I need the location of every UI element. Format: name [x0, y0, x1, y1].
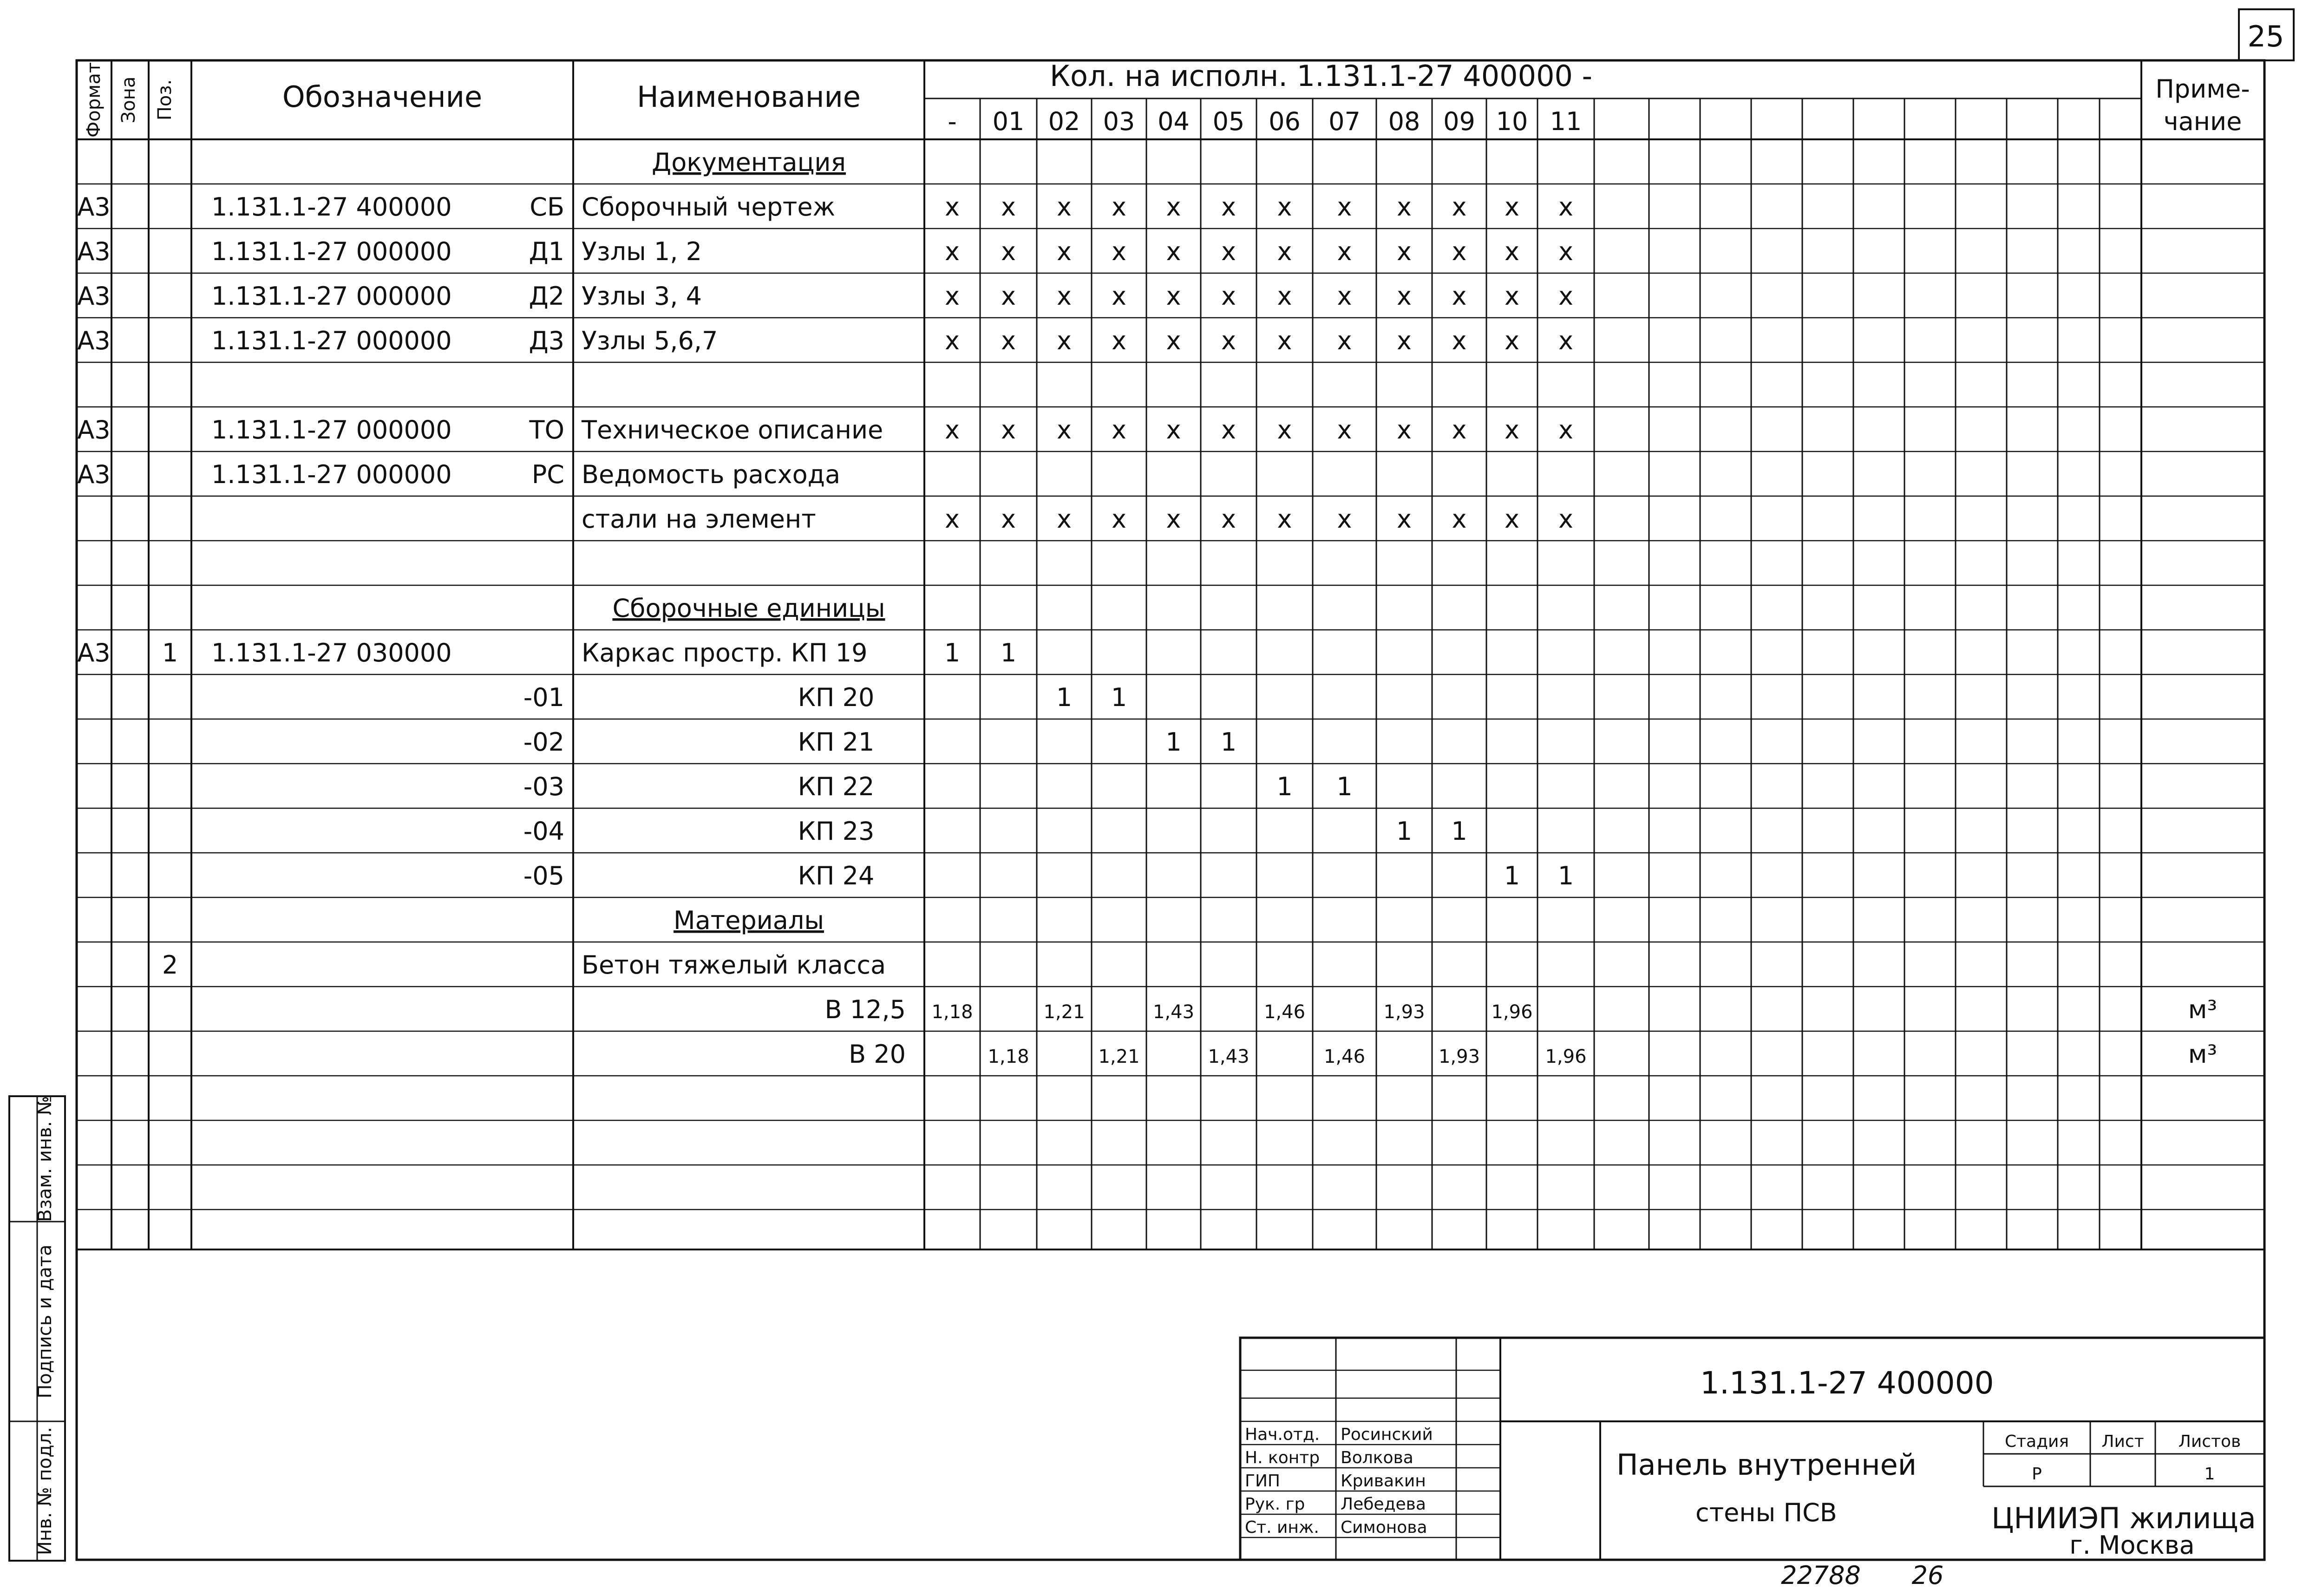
qty-mark: 1,96 — [1491, 1001, 1533, 1023]
row-name: Узлы 1, 2 — [582, 237, 702, 266]
stage-label: Стадия — [2004, 1432, 2069, 1451]
qty-mark: x — [1277, 326, 1292, 355]
row-name: Сборочный чертеж — [582, 192, 836, 222]
qty-mark: x — [1166, 281, 1181, 311]
section-heading: Материалы — [674, 906, 824, 935]
qty-mark: x — [1001, 192, 1016, 222]
header-variant-6: 06 — [1269, 107, 1301, 136]
qty-mark: x — [1505, 415, 1519, 445]
row-format: А3 — [77, 638, 111, 667]
header-variant-0: - — [948, 107, 957, 136]
person-role: Ст. инж. — [1245, 1518, 1319, 1537]
qty-mark: 1,43 — [1208, 1046, 1250, 1067]
qty-mark: 1 — [1111, 683, 1127, 712]
section-heading: Сборочные единицы — [612, 594, 885, 623]
qty-mark: 1,21 — [1043, 1001, 1085, 1023]
footer-number: 22788 — [1781, 1561, 1861, 1590]
qty-mark: 1 — [1000, 638, 1017, 667]
qty-mark: x — [1452, 237, 1467, 266]
qty-mark: x — [1166, 237, 1181, 266]
row-suffix: РС — [531, 460, 564, 489]
section-heading: Документация — [652, 148, 846, 177]
qty-mark: x — [1057, 192, 1072, 222]
qty-mark: 1 — [1165, 727, 1182, 757]
qty-mark: x — [1001, 326, 1016, 355]
row-name: стали на элемент — [582, 504, 816, 534]
qty-mark: x — [1337, 415, 1352, 445]
header-qty-title: Кол. на исполн. 1.131.1-27 400000 - — [1050, 59, 1593, 93]
footer-page: 26 — [1911, 1561, 1944, 1590]
row-code: 1.131.1-27 400000 — [211, 192, 452, 222]
person-name: Волкова — [1341, 1448, 1413, 1467]
qty-mark: x — [1337, 326, 1352, 355]
header-variant-10: 10 — [1496, 107, 1528, 136]
qty-mark: 1 — [1336, 772, 1353, 801]
row-name: Техническое описание — [582, 415, 883, 445]
qty-mark: x — [1277, 192, 1292, 222]
qty-mark: x — [1397, 281, 1412, 311]
row-suffix: -01 — [523, 683, 564, 712]
qty-mark: x — [1166, 415, 1181, 445]
qty-mark: x — [1112, 326, 1126, 355]
row-suffix: -04 — [523, 817, 564, 846]
qty-mark: 1,18 — [931, 1001, 973, 1023]
qty-mark: x — [1277, 281, 1292, 311]
header-variant-5: 05 — [1212, 107, 1245, 136]
title-code: 1.131.1-27 400000 — [1700, 1365, 1994, 1401]
qty-mark: x — [945, 192, 960, 222]
qty-mark: x — [1057, 281, 1072, 311]
qty-mark: 1 — [1276, 772, 1293, 801]
qty-mark: 1,43 — [1152, 1001, 1195, 1023]
row-format: А3 — [77, 281, 111, 311]
qty-mark: 1,46 — [1323, 1046, 1366, 1067]
qty-mark: 1,96 — [1545, 1046, 1587, 1067]
sheets-label: Листов — [2178, 1432, 2241, 1451]
row-name: КП 24 — [798, 861, 875, 890]
qty-mark: x — [1505, 281, 1519, 311]
row-code: 1.131.1-27 000000 — [211, 237, 452, 266]
row-name: Бетон тяжелый класса — [582, 950, 886, 980]
row-name: КП 22 — [798, 772, 875, 801]
side-stamp-0: Инв. № подл. — [34, 1427, 56, 1555]
qty-mark: x — [1112, 192, 1126, 222]
title-line-2: стены ПСВ — [1695, 1498, 1837, 1527]
row-name: Ведомость расхода — [582, 460, 841, 489]
qty-mark: x — [1221, 281, 1236, 311]
header-name: Наименование — [637, 80, 861, 114]
row-suffix: Д2 — [529, 281, 564, 311]
row-name: КП 21 — [798, 727, 875, 757]
qty-mark: x — [1558, 192, 1573, 222]
person-name: Росинский — [1341, 1425, 1433, 1444]
qty-mark: x — [945, 415, 960, 445]
qty-mark: x — [1001, 415, 1016, 445]
qty-mark: x — [1397, 192, 1412, 222]
qty-mark: x — [1001, 504, 1016, 534]
row-name: КП 23 — [798, 817, 875, 846]
row-name: Узлы 3, 4 — [582, 281, 702, 311]
person-role: Рук. гр — [1245, 1495, 1305, 1514]
header-variant-3: 03 — [1103, 107, 1135, 136]
qty-mark: x — [1221, 326, 1236, 355]
qty-mark: x — [1452, 326, 1467, 355]
header-variant-1: 01 — [992, 107, 1025, 136]
person-name: Кривакин — [1341, 1472, 1426, 1491]
qty-mark: x — [1057, 415, 1072, 445]
row-name: КП 20 — [798, 683, 875, 712]
header-note-2: чание — [2163, 107, 2242, 136]
qty-mark: 1,93 — [1438, 1046, 1480, 1067]
qty-mark: x — [1337, 192, 1352, 222]
row-code: 1.131.1-27 030000 — [211, 638, 452, 667]
row-format: А3 — [77, 415, 111, 445]
qty-mark: x — [1505, 192, 1519, 222]
qty-mark: x — [1166, 504, 1181, 534]
row-code: 1.131.1-27 000000 — [211, 415, 452, 445]
qty-mark: x — [1397, 237, 1412, 266]
qty-mark: x — [1452, 504, 1467, 534]
qty-mark: x — [1277, 415, 1292, 445]
person-role: ГИП — [1245, 1472, 1280, 1491]
org-city: г. Москва — [2069, 1531, 2195, 1560]
row-suffix: Д3 — [529, 326, 564, 355]
header-variant-2: 02 — [1048, 107, 1080, 136]
qty-mark: x — [1337, 281, 1352, 311]
row-format: А3 — [77, 460, 111, 489]
qty-mark: x — [1558, 326, 1573, 355]
qty-mark: 1 — [1220, 727, 1237, 757]
qty-mark: 1,18 — [988, 1046, 1029, 1067]
qty-mark: x — [1397, 415, 1412, 445]
row-name: Каркас простр. КП 19 — [582, 638, 868, 667]
qty-mark: x — [1221, 504, 1236, 534]
row-note: м³ — [2188, 995, 2218, 1024]
qty-mark: x — [1221, 415, 1236, 445]
person-role: Нач.отд. — [1245, 1425, 1320, 1444]
qty-mark: x — [1277, 504, 1292, 534]
row-suffix: -02 — [523, 727, 564, 757]
row-format: А3 — [77, 237, 111, 266]
row-suffix: ТО — [529, 415, 564, 445]
row-pos: 1 — [162, 638, 178, 667]
qty-mark: x — [1558, 504, 1573, 534]
qty-mark: x — [1166, 192, 1181, 222]
row-code: 1.131.1-27 000000 — [211, 326, 452, 355]
qty-mark: x — [1277, 237, 1292, 266]
qty-mark: x — [1452, 281, 1467, 311]
header-variant-8: 08 — [1388, 107, 1420, 136]
header-note-1: Приме- — [2155, 74, 2250, 104]
person-name: Симонова — [1341, 1518, 1427, 1537]
qty-mark: 1 — [1056, 683, 1073, 712]
qty-mark: x — [1221, 192, 1236, 222]
header-pos: Поз. — [154, 79, 176, 121]
qty-mark: 1 — [944, 638, 961, 667]
row-pos: 2 — [162, 950, 178, 980]
qty-mark: x — [1558, 237, 1573, 266]
qty-mark: 1,21 — [1098, 1046, 1140, 1067]
qty-mark: x — [945, 504, 960, 534]
stage-value: Р — [2032, 1465, 2042, 1484]
qty-mark: x — [1337, 237, 1352, 266]
qty-mark: x — [1057, 326, 1072, 355]
qty-mark: x — [1505, 326, 1519, 355]
row-suffix: -05 — [523, 861, 564, 890]
row-code: 1.131.1-27 000000 — [211, 460, 452, 489]
qty-mark: x — [1337, 504, 1352, 534]
page-number: 25 — [2247, 20, 2284, 53]
qty-mark: x — [1505, 237, 1519, 266]
qty-mark: x — [1112, 237, 1126, 266]
header-zone: Зона — [118, 76, 139, 124]
qty-mark: 1,46 — [1263, 1001, 1306, 1023]
header-format: Формат — [83, 62, 105, 138]
qty-mark: 1 — [1396, 817, 1413, 846]
qty-mark: 1,93 — [1383, 1001, 1425, 1023]
qty-mark: 1 — [1504, 861, 1520, 890]
sheet-label: Лист — [2101, 1432, 2144, 1451]
qty-mark: x — [945, 326, 960, 355]
table-content — [34, 20, 2284, 1590]
qty-mark: x — [1221, 237, 1236, 266]
row-suffix: СБ — [530, 192, 564, 222]
sheets-value: 1 — [2204, 1465, 2215, 1484]
qty-mark: x — [1166, 326, 1181, 355]
side-stamp-1: Подпись и дата — [34, 1244, 56, 1399]
row-name: Узлы 5,6,7 — [582, 326, 718, 355]
qty-mark: x — [945, 281, 960, 311]
qty-mark: x — [1112, 415, 1126, 445]
row-suffix: -03 — [523, 772, 564, 801]
person-role: Н. контр — [1245, 1448, 1320, 1467]
qty-mark: x — [1397, 326, 1412, 355]
qty-mark: x — [1001, 281, 1016, 311]
row-suffix: Д1 — [529, 237, 564, 266]
row-format: А3 — [77, 326, 111, 355]
row-name: В 12,5 — [824, 995, 906, 1024]
qty-mark: x — [1112, 504, 1126, 534]
side-stamp-2: Взам. инв. № — [34, 1096, 56, 1222]
qty-mark: x — [1001, 237, 1016, 266]
qty-mark: x — [1452, 192, 1467, 222]
row-note: м³ — [2188, 1040, 2218, 1069]
header-designation: Обозначение — [282, 80, 483, 114]
header-variant-4: 04 — [1158, 107, 1190, 136]
row-format: А3 — [77, 192, 111, 222]
qty-mark: x — [1112, 281, 1126, 311]
person-name: Лебедева — [1341, 1495, 1426, 1514]
row-code: 1.131.1-27 000000 — [211, 281, 452, 311]
header-variant-11: 11 — [1550, 107, 1582, 136]
title-line-1: Панель внутренней — [1616, 1448, 1917, 1482]
qty-mark: x — [1057, 237, 1072, 266]
qty-mark: x — [1452, 415, 1467, 445]
qty-mark: x — [945, 237, 960, 266]
org-name: ЦНИИЭП жилища — [1991, 1501, 2256, 1535]
header-variant-7: 07 — [1328, 107, 1361, 136]
qty-mark: x — [1057, 504, 1072, 534]
qty-mark: 1 — [1557, 861, 1574, 890]
header-variant-9: 09 — [1443, 107, 1475, 136]
qty-mark: x — [1558, 281, 1573, 311]
qty-mark: x — [1397, 504, 1412, 534]
row-name: В 20 — [849, 1040, 906, 1069]
qty-mark: x — [1558, 415, 1573, 445]
qty-mark: 1 — [1451, 817, 1467, 846]
qty-mark: x — [1505, 504, 1519, 534]
